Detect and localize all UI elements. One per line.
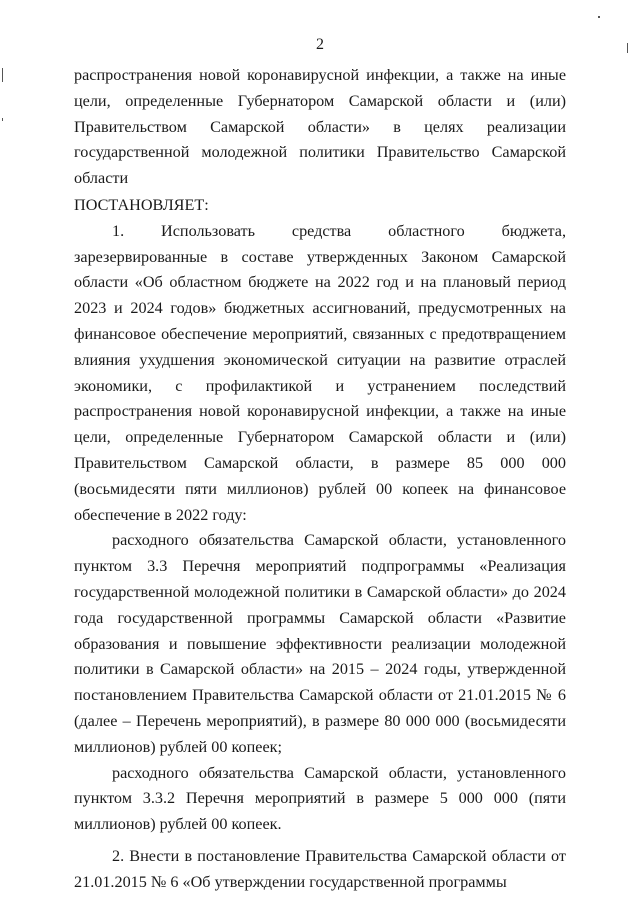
scan-mark	[2, 118, 3, 121]
paragraph-obligation-3-3-2: расходного обязательства Самарской области, установленного пунктом 3.3.2 Перечня мероприятий в размере 5 000 000 (пяти миллионов) рублей 00 копеек.	[74, 763, 566, 834]
page-number: 2	[316, 36, 324, 53]
paragraph-obligation-3-3: расходного обязательства Самарской области, установленного пунктом 3.3 Перечня мероприятий подпрограммы «Реализация государственной молодежной политики в Самарской области» до 2024 года государственной программы Самарской области «Развитие образования и повышение эффективности реализации молодежной политики в Самарской области» на 2015 – 2024 годы, утвержденной постановлением Правительства Самарской области от 21.01.2015 № 6 (далее – Перечень мероприятий), в размере 80 000 000 (восьмидесяти миллионов) рублей 00 копеек;	[74, 531, 566, 756]
paragraph-intro-continuation: распространения новой коронавирусной инфекции, а также на иные цели, определенные Губернатором Самарской области и (или) Правительством Самарской области» в целях реализации государственной молодежной политики Правительство Самарской области	[74, 66, 566, 188]
scan-mark	[627, 43, 628, 53]
paragraph-item-2: 2. Внести в постановление Правительства Самарской области от 21.01.2015 № 6 «Об утверждении государственной программы	[74, 846, 566, 891]
scan-mark	[2, 68, 3, 82]
paragraph-resolves: ПОСТАНОВЛЯЕТ:	[74, 195, 209, 214]
document-body	[74, 63, 566, 896]
paragraph-item-1: 1. Использовать средства областного бюджета, зарезервированные в составе утвержденных Законом Самарской области «Об областном бюджете на 2022 год и на плановый период 2023 и 2024 годов» бюджетных ассигнований, предусмотренных на финансовое обеспечение мероприятий, связанных с предотвращением влияния ухудшения экономической ситуации на развитие отраслей экономики, с профилактикой и устранением последствий распространения новой коронавирусной инфекции, а также на иные цели, определенные Губернатором Самарской области и (или) Правительством Самарской области, в размере 85 000 000 (восьмидесяти пяти миллионов) рублей 00 копеек на финансовое обеспечение в 2022 году:	[74, 221, 566, 524]
scan-mark	[598, 16, 600, 18]
